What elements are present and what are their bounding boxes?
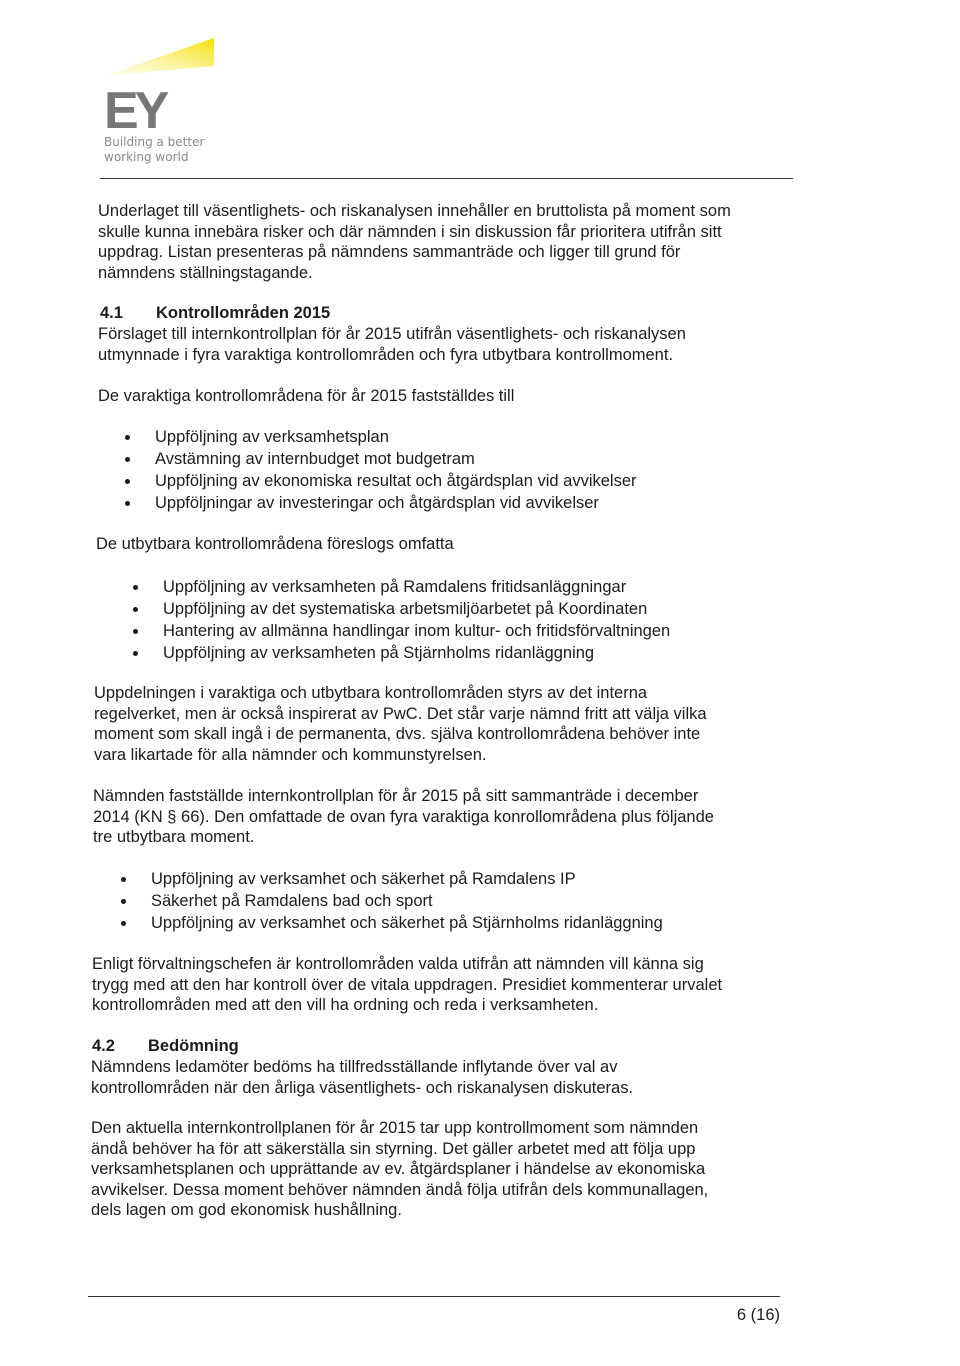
aktuella-paragraph: Den aktuella internkontrollplanen för år 2015 tar upp kontrollmoment som nämnden ändå behöver ha för att säkerställa sin styrning. Det gäller arbetet med att följa upp verksamhetsplanen och upprättande av ev. åtgärdsplaner i händelse av ekonomiska avvikelser. Dessa moment behöver nämnden ändå följa utifrån dels kommunallagen, dels lagen om god ekonomisk hushållning.	[91, 1119, 709, 1219]
section-number: 4.1	[100, 304, 123, 322]
tagline-line2: working world	[104, 150, 189, 164]
section-heading-4-2	[92, 1036, 239, 1056]
utbytbara-intro: De utbytbara kontrollområdena föreslogs omfatta	[96, 535, 454, 553]
section-4-1-body: Förslaget till internkontrollplan för år 2015 utifrån väsentlighets- och riskanalysen utmynnade i fyra varaktiga kontrollområden och fyra utbytbara kontrollmoment.	[98, 325, 686, 364]
page-number: 6 (16)	[736, 1306, 780, 1324]
utbytbara-list	[133, 576, 670, 664]
list-item: Uppföljning av ekonomiska resultat och åtgärdsplan vid avvikelser	[125, 470, 637, 492]
namnden-paragraph: Nämnden fastställde internkontrollplan för år 2015 på sitt sammanträde i december 2014 (KN § 66). Den omfattade de ovan fyra varaktiga konrollområdena plus följande tre utbytbara moment.	[93, 787, 714, 846]
logo-tagline	[104, 135, 204, 165]
varaktiga-intro: De varaktiga kontrollområdena för år 2015 fastställdes till	[98, 387, 515, 405]
section-4-2-body: Nämndens ledamöter bedöms ha tillfredsställande inflytande över val av kontrollområden när den årliga väsentlighets- och riskanalysen diskuteras.	[91, 1058, 634, 1097]
header-divider	[100, 178, 793, 179]
intro-paragraph: Underlaget till väsentlighets- och riskanalysen innehåller en bruttolista på moment som skulle kunna innebära risker och där nämnden i sin diskussion får prioritera utifrån sitt uppdrag. Listan presenteras på nämndens sammanträde och ligger till grund för nämndens ställningstagande.	[98, 202, 731, 282]
varaktiga-list	[125, 426, 637, 514]
ey-logo-mark	[104, 38, 224, 138]
logo-letters: EY	[104, 82, 166, 138]
footer-divider	[88, 1296, 780, 1297]
list-item: Uppföljning av verksamheten på Ramdalens fritidsanläggningar	[133, 576, 670, 598]
list-item: Uppföljning av verksamheten på Stjärnholms ridanläggning	[133, 642, 670, 664]
list-item: Uppföljning av verksamhetsplan	[125, 426, 637, 448]
list-item: Uppföljning av det systematiska arbetsmiljöarbetet på Koordinaten	[133, 598, 670, 620]
list-item: Uppföljning av verksamhet och säkerhet på Stjärnholms ridanläggning	[121, 912, 663, 934]
section-title: Bedömning	[148, 1037, 239, 1055]
logo-beam	[104, 38, 214, 76]
section-heading-4-1	[100, 303, 330, 323]
tagline-line1: Building a better	[104, 135, 205, 149]
enligt-paragraph: Enligt förvaltningschefen är kontrollområden valda utifrån att nämnden vill känna sig trygg med att den har kontroll över de vitala uppdragen. Presidiet kommenterar urvalet kontrollområden med att den vill ha ordning och reda i verksamheten.	[92, 955, 723, 1014]
list-item: Avstämning av internbudget mot budgetram	[125, 448, 637, 470]
tre-moment-list	[121, 868, 663, 934]
uppdelningen-paragraph: Uppdelningen i varaktiga och utbytbara kontrollområden styrs av det interna regelverket, men är också inspirerat av PwC. Det står varje nämnd fritt att välja vilka moment som skall ingå i de permanenta, dvs. själva kontrollområdena behöver inte vara likartade för alla nämnder och kommunstyrelsen.	[94, 684, 707, 764]
list-item: Uppföljning av verksamhet och säkerhet på Ramdalens IP	[121, 868, 663, 890]
list-item: Uppföljningar av investeringar och åtgärdsplan vid avvikelser	[125, 492, 637, 514]
section-number: 4.2	[92, 1037, 115, 1055]
list-item: Hantering av allmänna handlingar inom kultur- och fritidsförvaltningen	[133, 620, 670, 642]
section-title: Kontrollområden 2015	[156, 304, 331, 322]
list-item: Säkerhet på Ramdalens bad och sport	[121, 890, 663, 912]
